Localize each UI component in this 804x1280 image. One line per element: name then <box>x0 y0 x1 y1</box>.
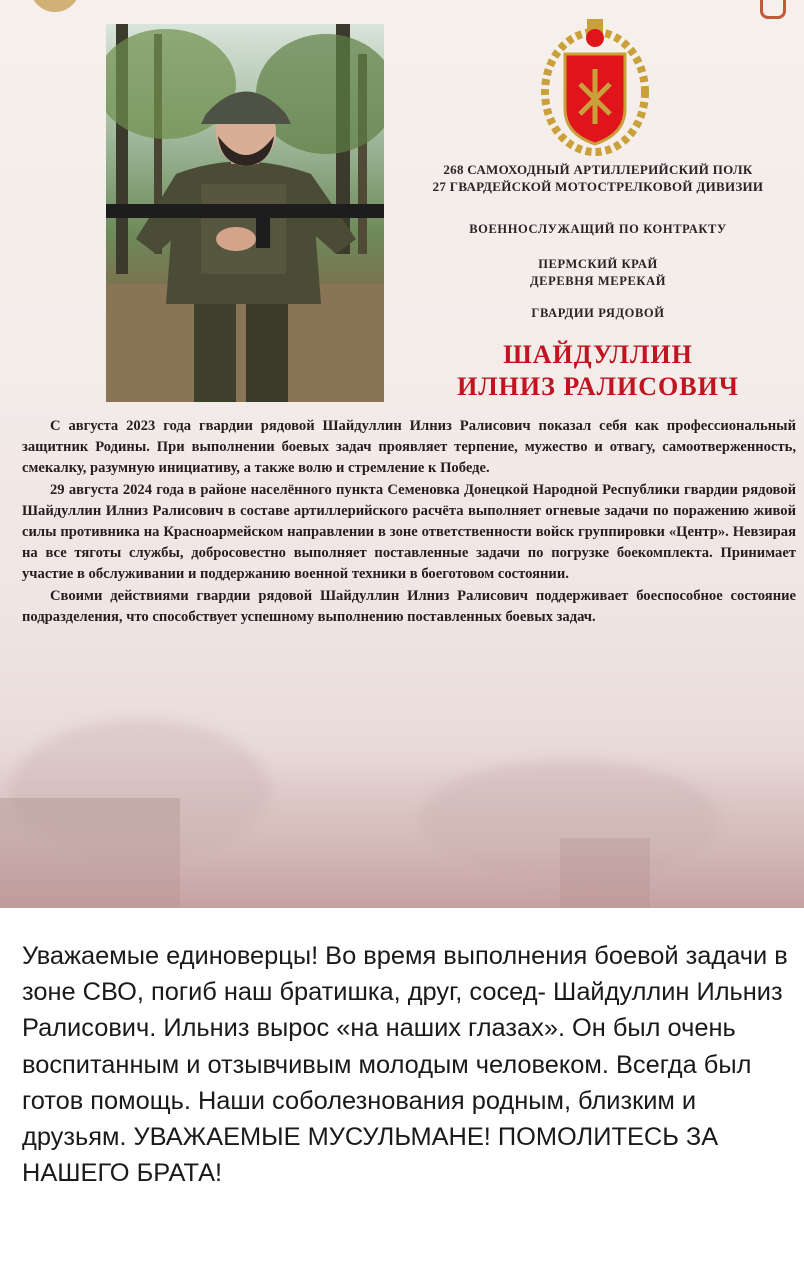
region: ПЕРМСКИЙ КРАЙ <box>538 257 658 271</box>
poster-fade <box>0 748 804 908</box>
service-type: ВОЕННОСЛУЖАЩИЙ ПО КОНТРАКТУ <box>469 222 727 236</box>
village: ДЕРЕВНЯ МЕРЕКАЙ <box>529 274 667 288</box>
bio-paragraph: Своими действиями гвардии рядовой Шайдуллин Илниз Ралисович поддерживает боеспособное состояние подразделения, что способствует успешному выполнению поставленных боевых задач. <box>22 587 796 625</box>
more-icon <box>760 0 786 19</box>
surname: ШАЙДУЛЛИН <box>503 340 693 369</box>
bio-paragraph: С августа 2023 года гвардии рядовой Шайдуллин Илниз Ралисович показал себя как профессиональный защитник Родины. При выполнении боевых задач проявляет терпение, мужество и отвагу, самоотверженность, смекалку, разумную инициативу, а также волю и стремление к Победе. <box>22 418 796 477</box>
unit-regiment: 268 САМОХОДНЫЙ АРТИЛЛЕРИЙСКИЙ ПОЛК <box>443 162 753 177</box>
soldier-illustration <box>106 24 384 402</box>
emblem-fragment <box>30 0 80 12</box>
post-text: Уважаемые единоверцы! Во время выполнения боевой задачи в зоне СВО, погиб наш братишка, друг, сосед- Шайдуллин Ильниз Ралисович. Ильниз вырос «на наших глазах». Он был очень воспитанным и отзывчивым молодым человеком. Всегда был готов помощь. Наши соболезнования родным, близким и друзьям. УВАЖАЕМЫЕ МУСУЛЬМАНЕ! ПОМОЛИТЕСЬ ЗА НАШЕГО БРАТА! <box>22 942 788 1188</box>
division-crest-icon <box>540 14 650 159</box>
given-names: ИЛНИЗ РАЛИСОВИЧ <box>457 372 739 401</box>
rank: ГВАРДИИ РЯДОВОЙ <box>531 306 665 320</box>
soldier-photo <box>106 24 384 402</box>
bio-paragraph: 29 августа 2024 года в районе населённого пункта Семеновка Донецкой Народной Республики гвардии рядовой Шайдуллин Илниз Ралисович в составе артиллерийского расчёта выполняет огневые задачи по поражению живой силы противника на Красноармейском направлении в зоне ответственности войск группировки «Центр». Невзирая на все тяготы службы, добросовестно выполняет поставленные задачи по погрузке боекомплекта. Принимает участие в обслуживании и поддержанию военной техники в боеготовом состоянии. <box>22 481 796 583</box>
unit-division: 27 ГВАРДЕЙСКОЙ МОТОСТРЕЛКОВОЙ ДИВИЗИИ <box>432 179 764 194</box>
biography <box>22 416 796 628</box>
